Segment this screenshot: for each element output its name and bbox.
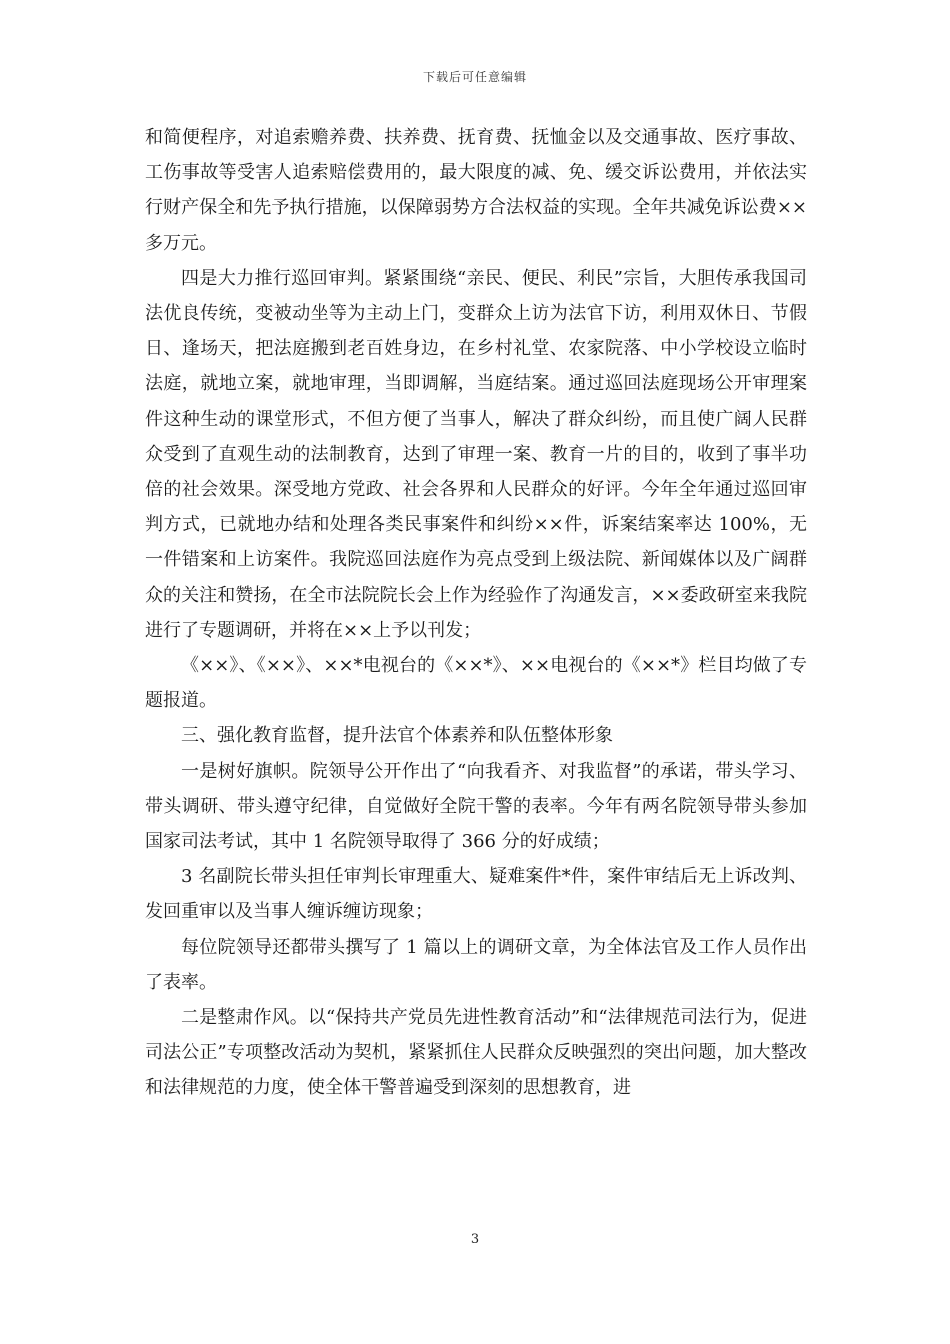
page-header-note: 下载后可任意编辑	[422, 70, 527, 84]
paragraph-2: 四是大力推行巡回审判。紧紧围绕“亲民、便民、利民”宗旨，大胆传承我国司法优良传统，变被动坐等为主动上门，变群众上访为法官下访，利用双休日、节假日、逢场天，把法庭搬到老百姓身边，在乡村礼堂、农家院落、中小学校设立临时法庭，就地立案，就地审理，当即调解，当庭结案。通过巡回法庭现场公开审理案件这种生动的课堂形式，不但方便了当事人，解决了群众纠纷，而且使广阔人民群众受到了直观生动的法制教育，达到了审理一案、教育一片的目的，收到了事半功倍的社会效果。深受地方党政、社会各界和人民群众的好评。今年全年通过巡回审判方式，已就地办结和处理各类民事案件和纠纷××件，诉案结案率达 100%，无一件错案和上访案件。我院巡回法庭作为亮点受到上级法院、新闻媒体以及广阔群众的关注和赞扬，在全市法院院长会上作为经验作了沟通发言，××委政研室来我院进行了专题调研，并将在××上予以刊发；	[145, 267, 807, 641]
paragraph-1: 和简便程序，对追索赡养费、扶养费、抚育费、抚恤金以及交通事故、医疗事故、工伤事故等受害人追索赔偿费用的，最大限度的减、免、缓交诉讼费用，并依法实行财产保全和先予执行措施，以保障弱势方合法权益的实现。全年共减免诉讼费××多万元。	[145, 127, 807, 254]
page-number: 3	[470, 1232, 480, 1247]
paragraph-6: 3 名副院长带头担任审判长审理重大、疑难案件*件，案件审结后无上诉改判、发回重审以及当事人缠诉缠访现象；	[145, 866, 807, 923]
paragraph-8: 二是整肃作风。以“保持共产党员先进性教育活动”和“法律规范司法行为，促进司法公正”专项整改活动为契机，紧紧抓住人民群众反映强烈的突出问题，加大整改和法律规范的力度，使全体干警普遍受到深刻的思想教育，进	[145, 1007, 807, 1099]
paragraph-7: 每位院领导还都带头撰写了 1 篇以上的调研文章，为全体法官及工作人员作出了表率。	[145, 936, 807, 993]
paragraph-3: 《××》、《××》、××*电视台的《××*》、××电视台的《××*》栏目均做了专题报道。	[145, 655, 807, 712]
section-heading: 三、强化教育监督，提升法官个体素养和队伍整体形象	[181, 725, 613, 747]
document-body	[145, 120, 807, 1106]
paragraph-5: 一是树好旗帜。院领导公开作出了“向我看齐、对我监督”的承诺，带头学习、带头调研、带头遵守纪律，自觉做好全院干警的表率。今年有两名院领导带头参加国家司法考试，其中 1 名院领导取得了 366 分的好成绩；	[145, 760, 807, 853]
